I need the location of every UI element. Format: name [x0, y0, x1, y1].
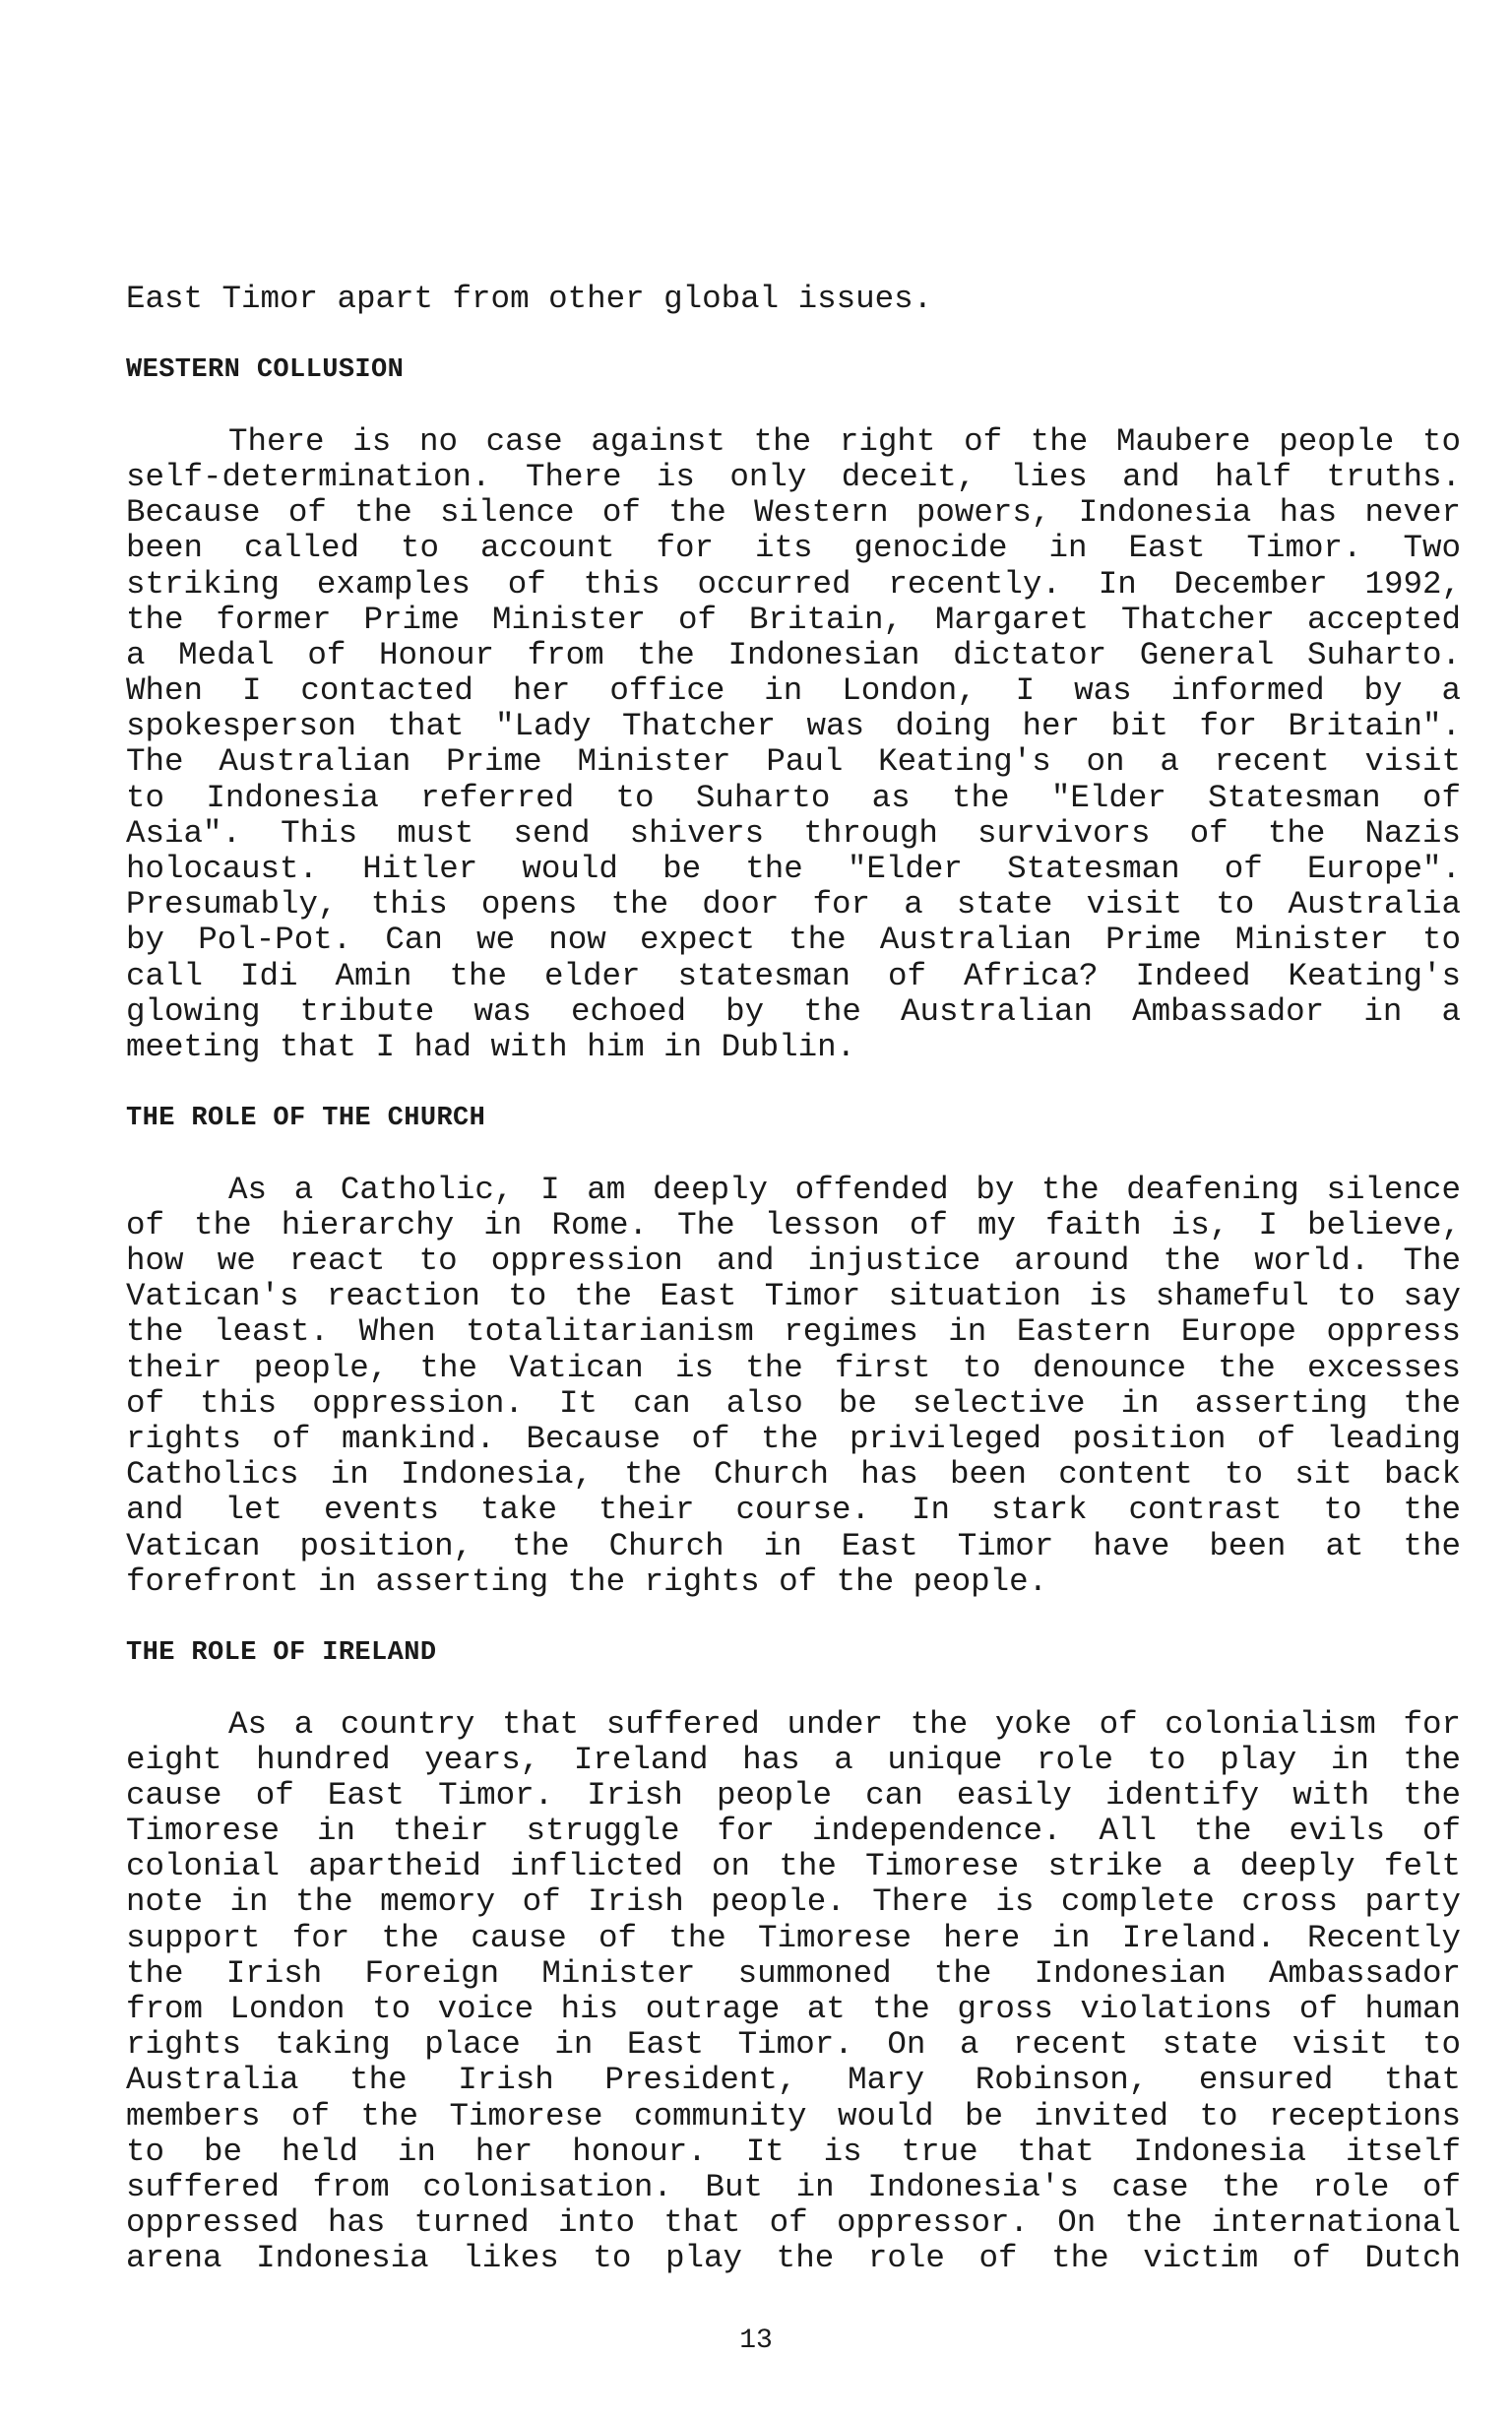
- text-line: the former Prime Minister of Britain, Margaret Thatcher accepted: [126, 601, 1461, 638]
- text-line: As a country that suffered under the yoke of colonialism for: [228, 1705, 1461, 1743]
- text-line: Asia". This must send shivers through survivors of the Nazis: [126, 814, 1461, 852]
- text-line: As a Catholic, I am deeply offended by the deafening silence: [228, 1171, 1461, 1208]
- section-body-western-collusion: [126, 424, 1461, 1065]
- text-line: colonial apartheid inflicted on the Timorese strike a deeply felt: [126, 1848, 1461, 1885]
- spacer: [126, 1137, 1461, 1173]
- text-line: Timorese in their struggle for independence. All the evils of: [126, 1813, 1461, 1850]
- text-line: the least. When totalitarianism regimes in Eastern Europe oppress: [126, 1313, 1461, 1351]
- document-body: [126, 282, 1461, 2277]
- text-line: Australia the Irish President, Mary Robinson, ensured that: [126, 2062, 1461, 2099]
- text-line: of this oppression. It can also be selective in asserting the: [126, 1384, 1461, 1422]
- section-heading-role-of-ireland: THE ROLE OF IRELAND: [126, 1638, 437, 1669]
- text-line: Presumably, this opens the door for a state visit to Australia: [126, 886, 1461, 924]
- text-line: and let events take their course. In stark contrast to the: [126, 1492, 1461, 1529]
- text-line: rights of mankind. Because of the privileged position of leading: [126, 1421, 1461, 1457]
- spacer: [126, 389, 1461, 424]
- text-line: glowing tribute was echoed by the Australian Ambassador in a: [126, 992, 1461, 1030]
- text-line: eight hundred years, Ireland has a unique role to play in the: [126, 1741, 1461, 1778]
- text-line: striking examples of this occurred recently. In December 1992,: [126, 565, 1461, 603]
- section-heading-western-collusion: WESTERN COLLUSION: [126, 355, 405, 386]
- section-heading-role-of-church: THE ROLE OF THE CHURCH: [126, 1104, 486, 1134]
- text-line: by Pol-Pot. Can we now expect the Australian Prime Minister to: [126, 922, 1461, 959]
- spacer: [126, 1600, 1461, 1635]
- section-body-role-of-church: [126, 1173, 1461, 1600]
- text-line: been called to account for its genocide in East Timor. Two: [126, 530, 1461, 567]
- text-line-last: forefront in asserting the rights of the people.: [126, 1562, 1048, 1600]
- text-line: There is no case against the right of the Maubere people to: [228, 422, 1461, 460]
- text-line: Because of the silence of the Western powers, Indonesia has never: [126, 494, 1461, 532]
- text-line: cause of East Timor. Irish people can easily identify with the: [126, 1776, 1461, 1814]
- text-line: self-determination. There is only deceit, lies and half truths.: [126, 458, 1461, 495]
- lead-line: East Timor apart from other global issues.: [126, 281, 933, 317]
- text-line: members of the Timorese community would be invited to receptions: [126, 2097, 1461, 2135]
- text-line: note in the memory of Irish people. There is complete cross party: [126, 1883, 1461, 1921]
- text-line: arena Indonesia likes to play the role of the victim of Dutch: [126, 2240, 1461, 2277]
- text-line: call Idi Amin the elder statesman of Africa? Indeed Keating's: [126, 957, 1461, 994]
- text-line: to Indonesia referred to Suharto as the "Elder Statesman of: [126, 779, 1461, 816]
- text-line: Vatican's reaction to the East Timor situation is shameful to say: [126, 1278, 1461, 1315]
- text-line: from London to voice his outrage at the gross violations of human: [126, 1991, 1461, 2027]
- section-body-role-of-ireland: [126, 1707, 1461, 2277]
- text-line: support for the cause of the Timorese here in Ireland. Recently: [126, 1919, 1461, 1956]
- text-line: to be held in her honour. It is true that Indonesia itself: [126, 2133, 1461, 2170]
- text-line: rights taking place in East Timor. On a recent state visit to: [126, 2026, 1461, 2064]
- text-line: holocaust. Hitler would be the "Elder Statesman of Europe".: [126, 851, 1461, 887]
- text-line: Catholics in Indonesia, the Church has been content to sit back: [126, 1456, 1461, 1494]
- text-line: suffered from colonisation. But in Indonesia's case the role of: [126, 2168, 1461, 2205]
- page-number: 13: [739, 2326, 773, 2356]
- text-line-last: meeting that I had with him in Dublin.: [126, 1028, 856, 1065]
- text-line: When I contacted her office in London, I was informed by a: [126, 672, 1461, 710]
- text-line: spokesperson that "Lady Thatcher was doing her bit for Britain".: [126, 708, 1461, 745]
- text-line: oppressed has turned into that of oppressor. On the international: [126, 2204, 1461, 2242]
- text-line: of the hierarchy in Rome. The lesson of my faith is, I believe,: [126, 1206, 1461, 1243]
- text-line: their people, the Vatican is the first to denounce the excesses: [126, 1349, 1461, 1386]
- text-line: the Irish Foreign Minister summoned the Indonesian Ambassador: [126, 1954, 1461, 1992]
- text-line: Vatican position, the Church in East Timor have been at the: [126, 1527, 1461, 1564]
- text-line: a Medal of Honour from the Indonesian dictator General Suharto.: [126, 636, 1461, 673]
- spacer: [126, 1671, 1461, 1706]
- spacer: [126, 317, 1461, 352]
- text-line: how we react to oppression and injustice around the world. The: [126, 1243, 1461, 1280]
- spacer: [126, 1065, 1461, 1101]
- text-line: The Australian Prime Minister Paul Keating's on a recent visit: [126, 743, 1461, 781]
